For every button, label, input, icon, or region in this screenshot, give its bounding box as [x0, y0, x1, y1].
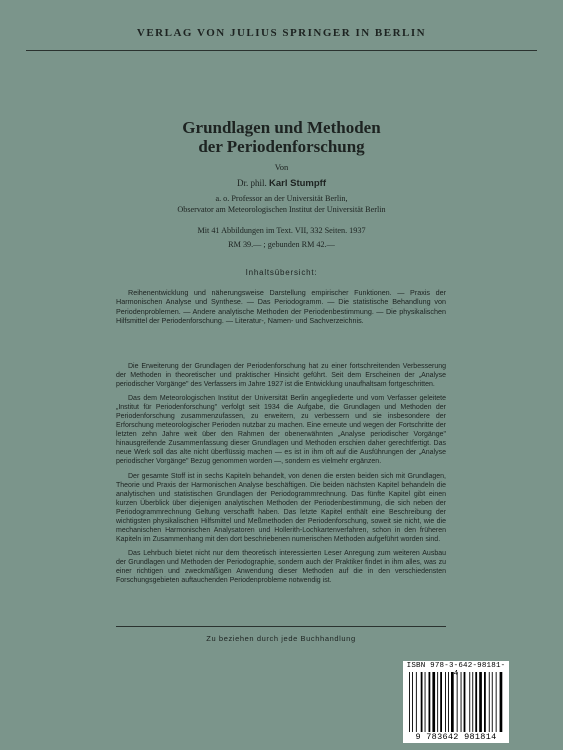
paragraph: Das dem Meteorologischen Institut der Universität Berlin angegliederte und vom Verfasser geleitete „Institut für Periodenforschung" verfolgt seit 1934 die Aufgabe, die Grundlagen und Methoden der Periodenforschung zusammenzufassen, zu erweitern, zu verbessern und sie insbesondere der Erforschung meteorologischer Perioden nutzbar zu machen. Eine erneute und wegen der Fortschritte der letzten zehn Jahre weit über den Rahmen der obenerwähnten „Analyse periodischer Vorgänge" hinausgreifende Zusammenfassung dieser Grundlagen und Methoden erschien daher gerechtfertigt. Das neue Werk soll das alte nicht überflüssig machen — es ist in ihm oft auf die Ausführungen der „Analyse periodischer Vorgänge" Bezug genommen worden —, sondern es vielmehr ergänzen. [116, 395, 446, 466]
barcode-bar [437, 672, 438, 732]
barcode-bar [412, 672, 413, 732]
barcode-bar [472, 672, 473, 732]
author-affiliation [0, 194, 563, 215]
barcode-bar [464, 672, 466, 732]
distribution-note: Zu beziehen durch jede Buchhandlung [206, 634, 356, 643]
isbn-barcode [403, 661, 509, 743]
barcode-bar [484, 672, 486, 732]
title-line-1: Grundlagen und Methoden [182, 118, 381, 137]
paragraph: Der gesamte Stoff ist in sechs Kapiteln behandelt, von denen die ersten beiden sich mit Grundlagen, Theorie und Praxis der Harmonischen Analyse beschäftigen. Die beiden nächsten Kapitel behandeln die analytischen und statistischen Grundlagen der Periodogrammrechnung. Das fünfte Kapitel gibt einen kurzen Überblick über diejenigen analytischen Methoden der Periodenbestimmung, die sich neben der Periodogrammrechnung Geltung verschafft haben. Das letzte Kapitel enthält eine Beschreibung der wichtigsten physikalischen Hilfsmittel und Meßmethoden der Periodenforschung, soweit sie nicht, wie die mechanischen Harmonischen Analysatoren und Hollerith-Lochkartenverfahren, schon in den früheren Kapiteln im Zusammenhang mit den dort beschriebenen numerischen Methoden aufgeführt worden sind. [116, 472, 446, 543]
barcode-bar [496, 672, 497, 732]
author-prefix: Dr. phil. [236, 178, 267, 188]
barcode-bar [451, 672, 454, 732]
paragraph: Das Lehrbuch bietet nicht nur dem theoretisch interessierten Leser Anregung zum weiteren Ausbau der Grundlagen und Methoden der Periodographie, sondern auch der Praktiker findet in ihm alles, was zu einer richtigen und zweckmäßigen Anwendung dieser Methoden auf die in den verschiedensten Forschungsgebieten auftauchenden Periodenprobleme notwendig ist. [116, 549, 446, 585]
barcode-bar [432, 672, 435, 732]
paragraph: Die Erweiterung der Grundlagen der Periodenforschung hat zu einer fortschreitenden Verbesserung der Methoden in theoretischer und praktischer Hinsicht geführt. Seit dem Erscheinen der „Analyse periodischer Vorgänge" des Verfassers im Jahre 1927 ist die Entwicklung unaufhaltsam fortgeschritten. [116, 363, 446, 389]
ean-number: 9 783642 981814 [415, 732, 497, 742]
book-title [0, 118, 563, 156]
barcode-bar [475, 672, 477, 732]
barcode-bar [425, 672, 426, 732]
barcode-bar [479, 672, 482, 732]
publisher-name: VERLAG VON JULIUS SPRINGER IN BERLIN [136, 27, 427, 39]
bottom-divider [116, 626, 446, 627]
barcode-bar [416, 672, 417, 732]
edition-details: Mit 41 Abbildungen im Text. VII, 332 Seiten. 1937 [197, 226, 366, 235]
by-label: Von [274, 162, 289, 172]
barcode-bar [409, 672, 410, 732]
barcode-bar [489, 672, 490, 732]
barcode-bar [492, 672, 493, 732]
author-name: Karl Stumpff [269, 178, 326, 189]
barcode-bar [469, 672, 470, 732]
barcode-bar [445, 672, 446, 732]
toc-body: Reihenentwicklung und näherungsweise Darstellung empirischer Funktionen. — Praxis der Harmonischen Analyse und Synthese. — Das Periodogramm. — Die statistische Behandlung von Periodenproblemen. — Andere analytische Methoden der Periodenbestimmung. — Die physikalischen Hilfsmittel der Periodenforschung. — Literatur-, Namen- und Sachverzeichnis. [116, 288, 446, 326]
barcode-bar [457, 672, 458, 732]
price-info: RM 39.— ; gebunden RM 42.— [228, 239, 335, 249]
affiliation-line-2: Observator am Meteorologischen Institut der Universität Berlin [177, 204, 386, 214]
edition-info [0, 224, 563, 251]
affiliation-line-1: a. o. Professor an der Universität Berlin, [215, 194, 348, 203]
barcode-bar [448, 672, 449, 732]
barcode-bar [500, 672, 503, 732]
top-divider [26, 50, 537, 51]
barcode-bar [429, 672, 431, 732]
isbn-number: ISBN 978-3-642-98181-4 [406, 662, 506, 678]
barcode-bars [409, 672, 503, 732]
barcode-bar [461, 672, 462, 732]
barcode-bar [440, 672, 442, 732]
toc-heading: Inhaltsübersicht: [245, 268, 318, 277]
barcode-bar [421, 672, 423, 732]
title-line-2: der Periodenforschung [198, 137, 365, 156]
description-text [116, 362, 446, 590]
author-line [0, 178, 563, 189]
